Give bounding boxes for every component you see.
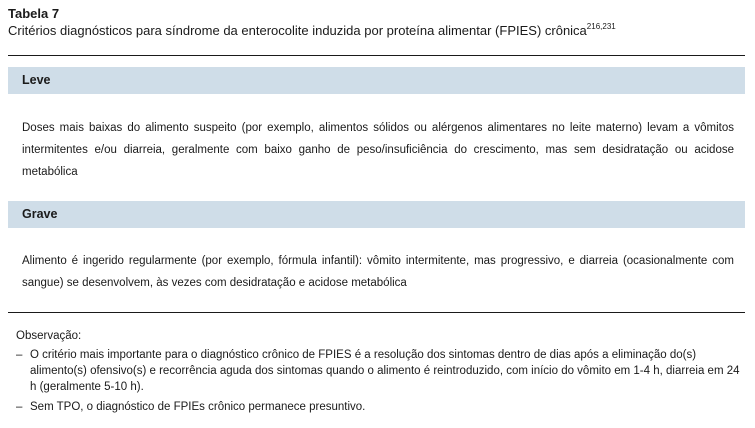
table-bottom-rule — [8, 312, 745, 313]
row-header-grave-label: Grave — [22, 207, 58, 221]
note-heading: Observação: — [16, 330, 82, 342]
note-item-text: Sem TPO, o diagnóstico de FPIEs crônico permanece presuntivo. — [30, 401, 366, 413]
note-item-dash: – — [16, 401, 23, 413]
table-top-rule — [8, 55, 745, 56]
table-caption — [8, 5, 748, 39]
note-item-text: O critério mais importante para o diagnóstico crônico de FPIES é a resolução dos sintomas dentro de dias após a eliminação do(s) alimento(s) ofensivo(s) e recorrência aguda dos sintomas quando o alimento é reintroduzido, com início do vômito em 1-4 h, diarreia em 24 h (geralmente 5-10 h). — [30, 349, 740, 393]
table-note — [16, 328, 746, 419]
table-label: Tabela 7 — [8, 6, 60, 21]
note-item — [16, 347, 746, 395]
row-header-leve-label: Leve — [22, 73, 51, 87]
row-header-grave — [8, 201, 745, 228]
note-item-dash: – — [16, 349, 23, 361]
table-title — [8, 22, 748, 39]
table-title-references: 216,231 — [586, 21, 616, 31]
row-text-leve: Doses mais baixas do alimento suspeito (por exemplo, alimentos sólidos ou alérgenos alimentares no leite materno) levam a vômitos intermitentes e/ou diarreia, geralmente com baixo ganho de peso/insuficiência do crescimento, mas sem desidratação ou acidose metabólica — [22, 122, 734, 178]
row-text-grave: Alimento é ingerido regularmente (por exemplo, fórmula infantil): vômito intermitente, mas progressivo, e diarreia (ocasionalmente com sangue) se desenvolvem, às vezes com desidratação e acidose metabólica — [22, 255, 734, 289]
table-title-text: Critérios diagnósticos para síndrome da enterocolite induzida por proteína alimentar (FPIES) crônica — [8, 23, 587, 38]
row-header-leve — [8, 67, 745, 94]
note-item — [16, 399, 746, 415]
